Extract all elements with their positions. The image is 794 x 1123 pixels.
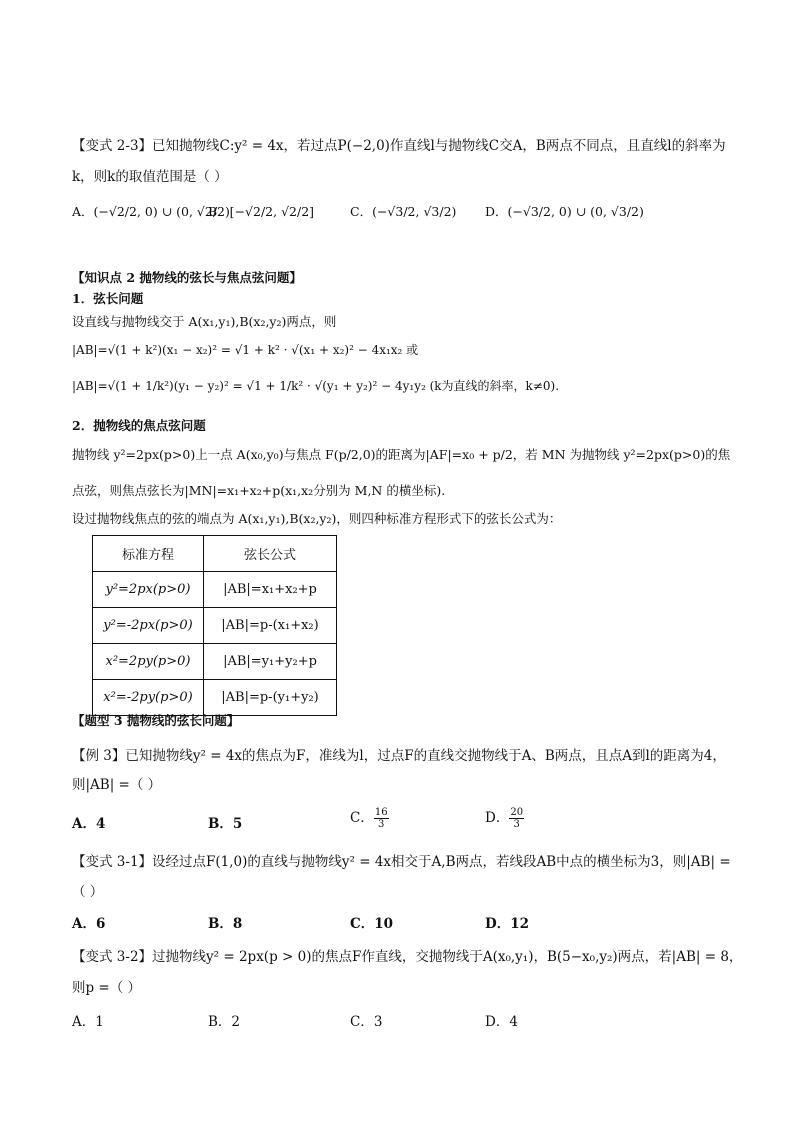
table-header-cell: 标准方程 (93, 536, 204, 572)
variant-3-2-stem-line2: 则p =（ ） (72, 980, 142, 996)
variant-3-1-stem-line2: （ ） (72, 884, 104, 900)
variant-2-3-option-a: A．(−√2/2, 0) ∪ (0, √2/2) (72, 204, 230, 219)
table-row (93, 644, 337, 680)
table-cell: x²=-2py(p>0) (93, 680, 204, 716)
example-3-option-c (350, 806, 389, 830)
example-3-option-b: B．5 (208, 816, 243, 832)
chord-formula-y: |AB|=√(1 + 1/k²)(y₁ − y₂)² = √1 + 1/k² · √(y₁ + y₂)² − 4y₁y₂ (k为直线的斜率，k≠0). (72, 379, 560, 393)
example-3-option-d (485, 806, 524, 830)
table-cell: x²=2py(p>0) (93, 644, 204, 680)
chord-formula-x: |AB|=√(1 + k²)(x₁ − x₂)² = √1 + k² · √(x₁ + x₂)² − 4x₁x₂ 或 (72, 343, 419, 357)
table-cell: |AB|=x₁+x₂+p (204, 572, 337, 608)
table-row (93, 572, 337, 608)
chord-length-table (92, 535, 337, 716)
chord-length-subheading: 1．弦长问题 (72, 291, 144, 306)
variant-2-3-stem-line1: 【变式 2-3】已知抛物线C:y² = 4x，若过点P(−2,0)作直线l与抛物线C交A，B两点不同点，且直线l的斜率为 (72, 138, 726, 154)
variant-2-3-option-c: C．(−√3/2, √3/2) (350, 204, 457, 219)
option-d-fraction (509, 807, 524, 830)
table-cell: y²=-2px(p>0) (93, 608, 204, 644)
table-cell: |AB|=p-(y₁+y₂) (204, 680, 337, 716)
fraction-numerator: 20 (510, 807, 524, 818)
fraction-denominator: 3 (513, 819, 520, 830)
chord-intro-text: 设直线与抛物线交于 A(x₁,y₁),B(x₂,y₂)两点，则 (72, 314, 337, 329)
example-3-option-a: A．4 (72, 816, 106, 832)
example-3-stem-line2: 则|AB| =（ ） (72, 777, 162, 793)
variant-3-2-option-d: D．4 (485, 1014, 518, 1030)
option-c-fraction (374, 807, 389, 830)
example-3-stem-line1: 【例 3】已知抛物线y² = 4x的焦点为F，准线为l，过点F的直线交抛物线于A、B两点，且点A到l的距离为4， (72, 748, 726, 764)
variant-2-3-option-d: D．(−√3/2, 0) ∪ (0, √3/2) (485, 204, 644, 219)
focal-chord-text-line2: 点弦，则焦点弦长为|MN|=x₁+x₂+p(x₁,x₂分别为 M,N 的横坐标). (72, 483, 446, 498)
variant-3-1-stem-line1: 【变式 3-1】设经过点F(1,0)的直线与抛物线y² = 4x相交于A,B两点，若线段AB中点的横坐标为3，则|AB| = (72, 854, 731, 870)
table-cell: |AB|=p-(x₁+x₂) (204, 608, 337, 644)
fraction-numerator: 16 (374, 807, 388, 818)
variant-3-1-option-c: C．10 (350, 916, 394, 932)
option-d-prefix: D． (485, 810, 510, 826)
option-c-prefix: C． (350, 810, 374, 826)
focal-chord-text-line1: 抛物线 y²=2px(p>0)上一点 A(x₀,y₀)与焦点 F(p/2,0)的距离为|AF|=x₀ + p/2，若 MN 为抛物线 y²=2px(p>0)的焦 (72, 447, 731, 462)
table-row (93, 608, 337, 644)
variant-3-2-option-c: C．3 (350, 1014, 383, 1030)
fraction-denominator: 3 (378, 819, 385, 830)
variant-3-1-option-b: B．8 (208, 916, 243, 932)
table-cell: |AB|=y₁+y₂+p (204, 644, 337, 680)
variant-3-1-option-a: A．6 (72, 916, 106, 932)
table-header-cell: 弦长公式 (204, 536, 337, 572)
variant-3-1-option-d: D．12 (485, 916, 529, 932)
focal-chord-subheading: 2．抛物线的焦点弦问题 (72, 418, 206, 433)
variant-2-3-option-b: B．[−√2/2, √2/2] (208, 204, 315, 219)
variant-3-2-option-a: A．1 (72, 1014, 104, 1030)
table-header-row (93, 536, 337, 572)
question-type-3-header: 【题型 3 抛物线的弦长问题】 (72, 713, 240, 728)
four-forms-intro: 设过抛物线焦点的弦的端点为 A(x₁,y₁),B(x₂,y₂)，则四种标准方程形式下的弦长公式为： (72, 511, 562, 526)
variant-3-2-option-b: B．2 (208, 1014, 241, 1030)
variant-2-3-stem-line2: k，则k的取值范围是（ ） (72, 169, 228, 185)
knowledge-point-2-header: 【知识点 2 抛物线的弦长与焦点弦问题】 (72, 270, 302, 285)
table-cell: y²=2px(p>0) (93, 572, 204, 608)
variant-3-2-stem-line1: 【变式 3-2】过抛物线y² = 2px(p > 0)的焦点F作直线，交抛物线于A(x₀,y₁)，B(5−x₀,y₂)两点，若|AB| = 8， (72, 949, 743, 965)
